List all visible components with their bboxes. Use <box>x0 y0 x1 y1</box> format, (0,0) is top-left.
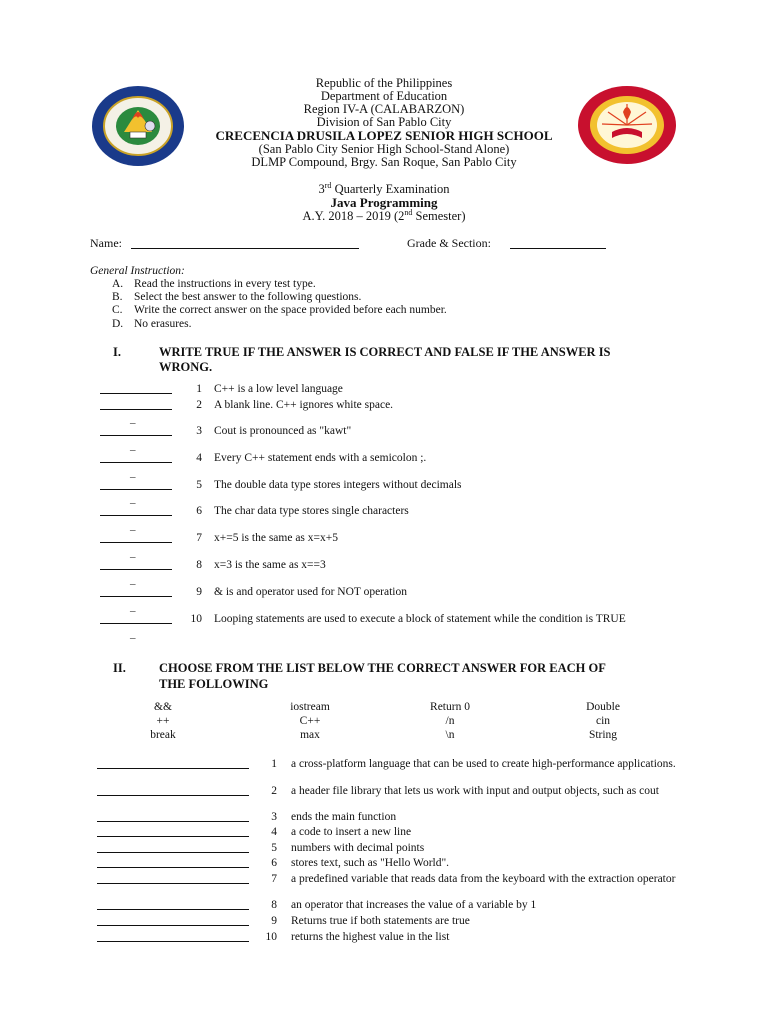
question-number: 2 <box>271 785 277 797</box>
name-label: Name: <box>90 236 122 250</box>
answer-blank[interactable] <box>97 899 249 910</box>
question-number: 1 <box>196 383 202 395</box>
answer-blank[interactable] <box>97 811 249 822</box>
question-number: 10 <box>190 613 202 625</box>
question-number: 7 <box>271 873 277 885</box>
instruction-letter: B. <box>112 291 123 303</box>
section-2-title-cont: THE FOLLOWING <box>159 677 269 691</box>
header-republic: Republic of the Philippines <box>315 76 453 90</box>
choice-item: Return 0 <box>430 701 470 713</box>
choice-item: iostream <box>290 701 330 713</box>
question-number: 7 <box>196 532 202 544</box>
answer-blank[interactable] <box>97 857 249 868</box>
grade-section-field[interactable] <box>510 236 606 249</box>
question-text: & is and operator used for NOT operation <box>214 586 408 598</box>
question-text: numbers with decimal points <box>291 842 425 854</box>
question-number: 10 <box>265 931 277 943</box>
answer-blank[interactable] <box>97 842 249 853</box>
answer-blank[interactable] <box>100 531 172 543</box>
section-1-roman: I. <box>113 345 121 359</box>
answer-blank[interactable] <box>100 504 172 516</box>
blank-dash: _ <box>130 628 136 640</box>
answer-blank[interactable] <box>97 915 249 926</box>
instruction-text: Select the best answer to the following questions. <box>134 291 362 303</box>
academic-year: A.Y. 2018 – 2019 (2nd Semester) <box>302 207 466 223</box>
question-text: ends the main function <box>291 811 397 823</box>
choice-item: cin <box>595 715 611 727</box>
choice-item: \n <box>445 729 455 741</box>
blank-dash: _ <box>130 520 136 532</box>
question-text: Cout is pronounced as "kawt" <box>214 425 352 437</box>
question-number: 4 <box>196 452 202 464</box>
question-text: an operator that increases the value of a variable by 1 <box>291 899 537 911</box>
question-number: 3 <box>196 425 202 437</box>
grade-section-label: Grade & Section: <box>407 236 491 250</box>
subject-title: Java Programming <box>330 195 438 210</box>
question-number: 3 <box>271 811 277 823</box>
answer-blank[interactable] <box>97 758 249 769</box>
blank-dash: _ <box>130 413 136 425</box>
choice-item: ++ <box>156 715 170 727</box>
question-number: 5 <box>196 479 202 491</box>
blank-dash: _ <box>130 547 136 559</box>
header-school-name: CRECENCIA DRUSILA LOPEZ SENIOR HIGH SCHOOL <box>215 128 553 143</box>
question-number: 9 <box>271 915 277 927</box>
question-text: a header file library that lets us work with input and output objects, such as cout <box>291 785 659 797</box>
tf-question-row <box>0 585 768 599</box>
choice-item: max <box>300 729 320 741</box>
section-1-title-cont: WRONG. <box>159 360 213 374</box>
tf-question-row <box>0 398 768 412</box>
question-text: x+=5 is the same as x=x+5 <box>214 532 338 544</box>
answer-blank[interactable] <box>100 612 172 624</box>
question-text: a code to insert a new line <box>291 826 412 838</box>
section-2-title: CHOOSE FROM THE LIST BELOW THE CORRECT ANSWER FOR EACH OF <box>159 661 606 675</box>
question-number: 8 <box>196 559 202 571</box>
header-division: Division of San Pablo City <box>316 115 452 129</box>
question-text: stores text, such as "Hello World". <box>291 857 450 869</box>
choice-item: break <box>150 729 176 741</box>
answer-blank[interactable] <box>97 826 249 837</box>
choice-item: /n <box>445 715 455 727</box>
question-text: a cross-platform language that can be used to create high-performance applications. <box>291 758 676 770</box>
header-address: DLMP Compound, Brgy. San Roque, San Pablo City <box>251 155 517 169</box>
blank-dash: _ <box>130 467 136 479</box>
header-department: Department of Education <box>320 89 448 103</box>
question-text: The char data type stores single characters <box>214 505 409 517</box>
question-text: The double data type stores integers without decimals <box>214 479 462 491</box>
question-text: Returns true if both statements are true <box>291 915 470 927</box>
name-field[interactable] <box>131 236 359 249</box>
question-number: 4 <box>271 826 277 838</box>
tf-question-row <box>0 478 768 492</box>
blank-dash: _ <box>130 493 136 505</box>
question-text: returns the highest value in the list <box>291 931 450 943</box>
answer-blank[interactable] <box>97 873 249 884</box>
answer-blank[interactable] <box>100 451 172 463</box>
question-number: 5 <box>271 842 277 854</box>
answer-blank[interactable] <box>100 585 172 597</box>
question-text: a predefined variable that reads data from the keyboard with the extraction operator <box>291 873 676 885</box>
tf-question-row <box>0 612 768 626</box>
question-number: 6 <box>271 857 277 869</box>
header-school-note: (San Pablo City Senior High School-Stand Alone) <box>258 142 510 156</box>
instruction-text: Write the correct answer on the space provided before each number. <box>134 304 447 316</box>
instruction-text: Read the instructions in every test type. <box>134 278 316 290</box>
question-number: 8 <box>271 899 277 911</box>
instruction-letter: C. <box>112 304 123 316</box>
blank-dash: _ <box>130 574 136 586</box>
instruction-letter: D. <box>112 318 124 330</box>
choice-item: && <box>154 701 172 713</box>
section-2-roman: II. <box>113 661 126 675</box>
choice-item: C++ <box>299 715 321 727</box>
question-number: 1 <box>271 758 277 770</box>
tf-question-row <box>0 558 768 572</box>
answer-blank[interactable] <box>97 785 249 796</box>
tf-question-row <box>0 424 768 438</box>
choice-item: String <box>588 729 618 741</box>
answer-blank[interactable] <box>100 382 172 394</box>
question-text: A blank line. C++ ignores white space. <box>214 399 394 411</box>
choice-item: Double <box>586 701 620 713</box>
tf-question-row <box>0 504 768 518</box>
question-text: Looping statements are used to execute a block of statement while the condition is TRUE <box>214 613 626 625</box>
question-text: x=3 is the same as x==3 <box>214 559 326 571</box>
tf-question-row <box>0 382 768 396</box>
blank-dash: _ <box>130 440 136 452</box>
instruction-title: General Instruction: <box>90 265 185 277</box>
answer-blank[interactable] <box>97 931 249 942</box>
instruction-text: No erasures. <box>134 318 192 330</box>
answer-blank[interactable] <box>100 478 172 490</box>
blank-dash: _ <box>130 601 136 613</box>
exam-title: 3rd Quarterly Examination <box>318 180 450 196</box>
question-text: C++ is a low level language <box>214 383 343 395</box>
question-text: Every C++ statement ends with a semicolon ;. <box>214 452 427 464</box>
question-number: 6 <box>196 505 202 517</box>
tf-question-row <box>0 531 768 545</box>
question-number: 9 <box>196 586 202 598</box>
question-number: 2 <box>196 399 202 411</box>
section-1-title: WRITE TRUE IF THE ANSWER IS CORRECT AND FALSE IF THE ANSWER IS <box>159 345 611 359</box>
answer-blank[interactable] <box>100 398 172 410</box>
answer-blank[interactable] <box>100 424 172 436</box>
answer-blank[interactable] <box>100 558 172 570</box>
tf-question-row <box>0 451 768 465</box>
header-region: Region IV-A (CALABARZON) <box>303 102 465 116</box>
instruction-letter: A. <box>112 278 124 290</box>
